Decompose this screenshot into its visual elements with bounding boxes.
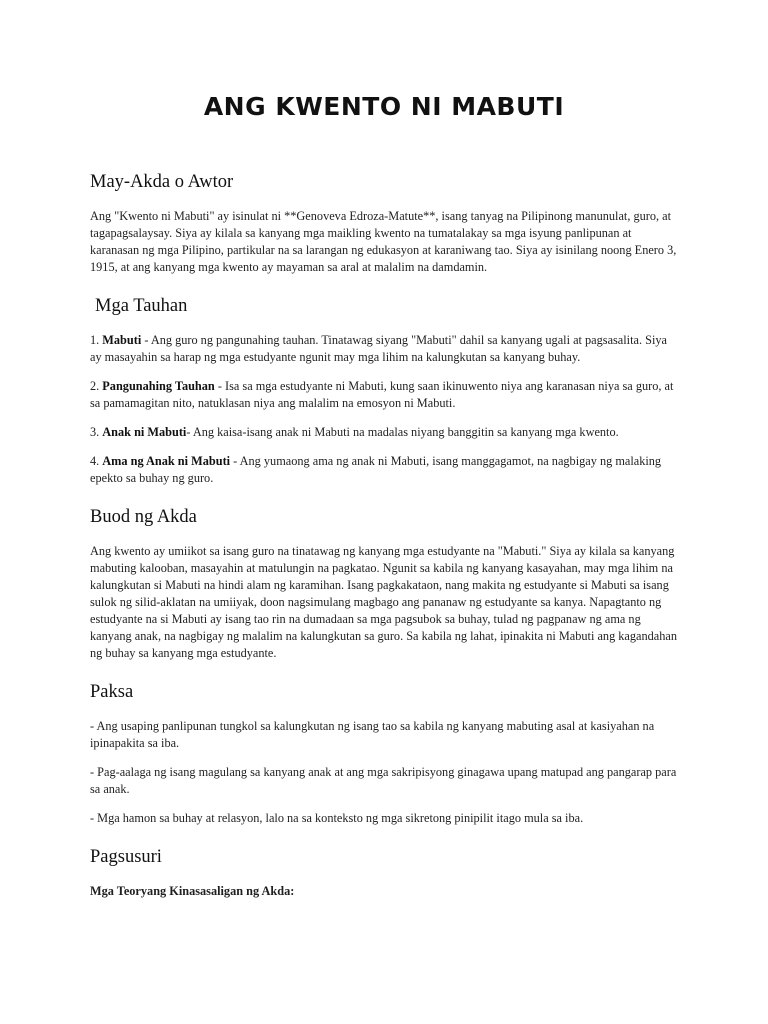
character-item <box>90 453 680 487</box>
character-description: - Isa sa mga estudyante ni Mabuti, kung saan ikinuwento niya ang karanasan niya sa guro, at sa pamamagitan nito, natuklasan niya ang malalim na emosyon ni Mabuti. <box>90 379 674 410</box>
document-content <box>90 170 680 900</box>
summary-paragraph: Ang kwento ay umiikot sa isang guro na tinatawag ng kanyang mga estudyante na "Mabuti." Siya ay kilala sa kanyang mabuting kalooban, masayahin at matulungin na pagkatao. Ngunit sa kabila ng kanyang kasayahan, may mga lihim na kalungkutan si Mabuti na hindi alam ng karamihan. Isang pagkakataon, nang makita ng estudyante si Mabuti sa isang sulok ng silid-aklatan na umiiyak, doon nagsimulang magbago ang pananaw ng estudyante sa kanya. Napagtanto ng estudyante na si Mabuti ay isang tao rin na dumadaan sa mga pagsubok sa buhay, tulad ng pagpanaw ng ama ng kanyang anak, na nagbigay ng malalim na kalungkutan sa guro. Sa kabila ng lahat, ipinakita ni Mabuti ang kagandahan ng buhay sa kanyang mga estudyante. <box>90 544 678 660</box>
section-heading-author: May-Akda o Awtor <box>90 172 234 192</box>
section-heading-characters: Mga Tauhan <box>95 296 188 316</box>
author-paragraph: Ang "Kwento ni Mabuti" ay isinulat ni **Genoveva Edroza-Matute**, isang tanyag na Pilipinong manunulat, guro, at tagapagsalaysay. Siya ay kilala sa kanyang mga maikling kwento na tumatalakay sa mga isyung panlipunan at karanasan ng mga Pilipino, partikular na sa larangan ng edukasyon at karaniwang tao. Siya ay isinilang noong Enero 3, 1915, at ang kanyang mga kwento ay mayaman sa aral at malalim na damdamin. <box>90 209 677 274</box>
analysis-subheading: Mga Teoryang Kinasasaligan ng Akda: <box>90 884 295 898</box>
section-heading-summary: Buod ng Akda <box>90 507 197 527</box>
character-number: 3. <box>90 425 103 439</box>
character-name: Anak ni Mabuti <box>102 425 187 439</box>
character-number: 1. <box>90 333 103 347</box>
character-description: - Ang kaisa-isang anak ni Mabuti na madalas niyang banggitin sa kanyang mga kwento. <box>186 425 619 439</box>
topic-item: - Ang usaping panlipunan tungkol sa kalungkutan ng isang tao sa kabila ng kanyang mabuting asal at kasiyahan na ipinapakita sa iba. <box>90 719 655 750</box>
topic-item: - Mga hamon sa buhay at relasyon, lalo na sa konteksto ng mga sikretong pinipilit itago mula sa iba. <box>90 811 584 825</box>
character-item <box>90 378 680 412</box>
character-description: - Ang guro ng pangunahing tauhan. Tinatawag siyang "Mabuti" dahil sa kanyang ugali at pagsasalita. Siya ay masayahin sa harap ng mga estudyante ngunit may mga lihim na kalungkutan sa kanyang buhay. <box>90 333 667 364</box>
section-heading-analysis: Pagsusuri <box>90 847 162 867</box>
character-name: Ama ng Anak ni Mabuti <box>102 454 231 468</box>
section-heading-topic: Paksa <box>90 682 134 702</box>
character-number: 4. <box>90 454 103 468</box>
topic-item: - Pag-aalaga ng isang magulang sa kanyang anak at ang mga sakripisyong ginagawa upang matupad ang pangarap para sa anak. <box>90 765 677 796</box>
character-name: Pangunahing Tauhan <box>102 379 215 393</box>
character-description: - Ang yumaong ama ng anak ni Mabuti, isang manggagamot, na nagbigay ng malaking epekto sa buhay ng guro. <box>90 454 662 485</box>
character-item <box>90 332 680 366</box>
document-title: ANG KWENTO NI MABUTI <box>203 92 565 121</box>
character-item <box>90 424 680 441</box>
character-name: Mabuti <box>102 333 142 347</box>
character-number: 2. <box>90 379 103 393</box>
